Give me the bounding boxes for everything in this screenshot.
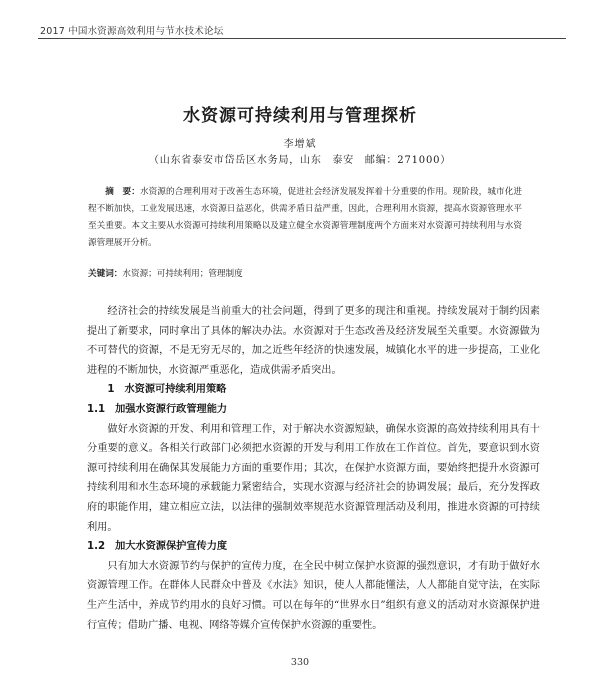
section-1-1-heading	[87, 400, 540, 420]
section-1-1-paragraph: 做好水资源的开发、利用和管理工作，对于解决水资源短缺，确保水资源的高效持续利用具有十分重要的意义。各相关行政部门必须把水资源的开发与利用工作放在工作首位。首先，要意识到水资源可持续利用在确保其发展能力方面的重要作用；其次，在保护水资源方面，要始终把提升水资源可持续利用和水生态环境的承载能力紧密结合，实现水资源与经济社会的协调发展；最后，充分发挥政府的职能作用，建立相应立法，以法律的强制效率规范水资源管理活动及利用，推进水资源的可持续利用。	[87, 423, 540, 533]
section-title: 水资源可持续利用策略	[124, 384, 227, 396]
abstract-label: 摘 要：	[105, 187, 140, 197]
section-number: 1.2	[87, 541, 106, 553]
running-header: 2017 中国水资源高效利用与节水技术论坛	[40, 26, 224, 37]
abstract-text: 水资源的合理利用对于改善生态环境，促进社会经济发展发挥着十分重要的作用。现阶段，城市化进程不断加快，工业发展迅速，水资源日益恶化，供需矛盾日益严重，因此，合理利用水资源，提高水资源管理水平至关重要。本文主要从水资源可持续利用策略以及建立健全水资源管理制度两个方面来对水资源可持续利用与水资源管理展开分析。	[88, 187, 522, 248]
section-title: 加强水资源行政管理能力	[115, 403, 228, 415]
section-1-2-paragraph: 只有加大水资源节约与保护的宣传力度，在全民中树立保护水资源的强烈意识，才有助于做好水资源管理工作。在群体人民群众中普及《水法》知识，使人人都能懂法，人人都能自觉守法，在实际生产生活中，养成节约用水的良好习惯。可以在每年的“世界水日”组织有意义的活动对水资源保护进行宣传；借助广播、电视、网络等媒介宣传保护水资源的重要性。	[87, 560, 540, 631]
section-1-2-heading	[87, 537, 540, 557]
intro-paragraph: 经济社会的持续发展是当前重大的社会问题，得到了更多的现注和重视。持续发展对于制约因素提出了新要求，同时拿出了具体的解决办法。水资源对于生态改善及经济发展至关重要。水资源做为不可替代的资源，不是无穷无尽的，加之近些年经济的快速发展，城镇化水平的进一步提高，工业化进程的不断加快，水资源严重恶化，造成供需矛盾突出。	[87, 306, 540, 376]
abstract	[88, 184, 522, 252]
section-title: 加大水资源保护宣传力度	[115, 541, 228, 553]
article-body	[87, 302, 540, 635]
section-number: 1.1	[87, 403, 106, 415]
section-number: 1	[107, 384, 115, 396]
author-name: 李增斌	[283, 139, 317, 150]
keywords-text: 水资源；可持续利用；管理制度	[122, 269, 243, 279]
keywords-label: 关键词：	[88, 269, 123, 279]
keywords	[88, 266, 522, 283]
author-affiliation: （山东省泰安市岱岳区水务局，山东 泰安 邮编：271000）	[148, 155, 452, 166]
section-1-heading	[87, 380, 540, 400]
page-number: 330	[290, 657, 310, 668]
article-title: 水资源可持续利用与管理探析	[183, 106, 417, 126]
header-rule	[38, 38, 566, 39]
